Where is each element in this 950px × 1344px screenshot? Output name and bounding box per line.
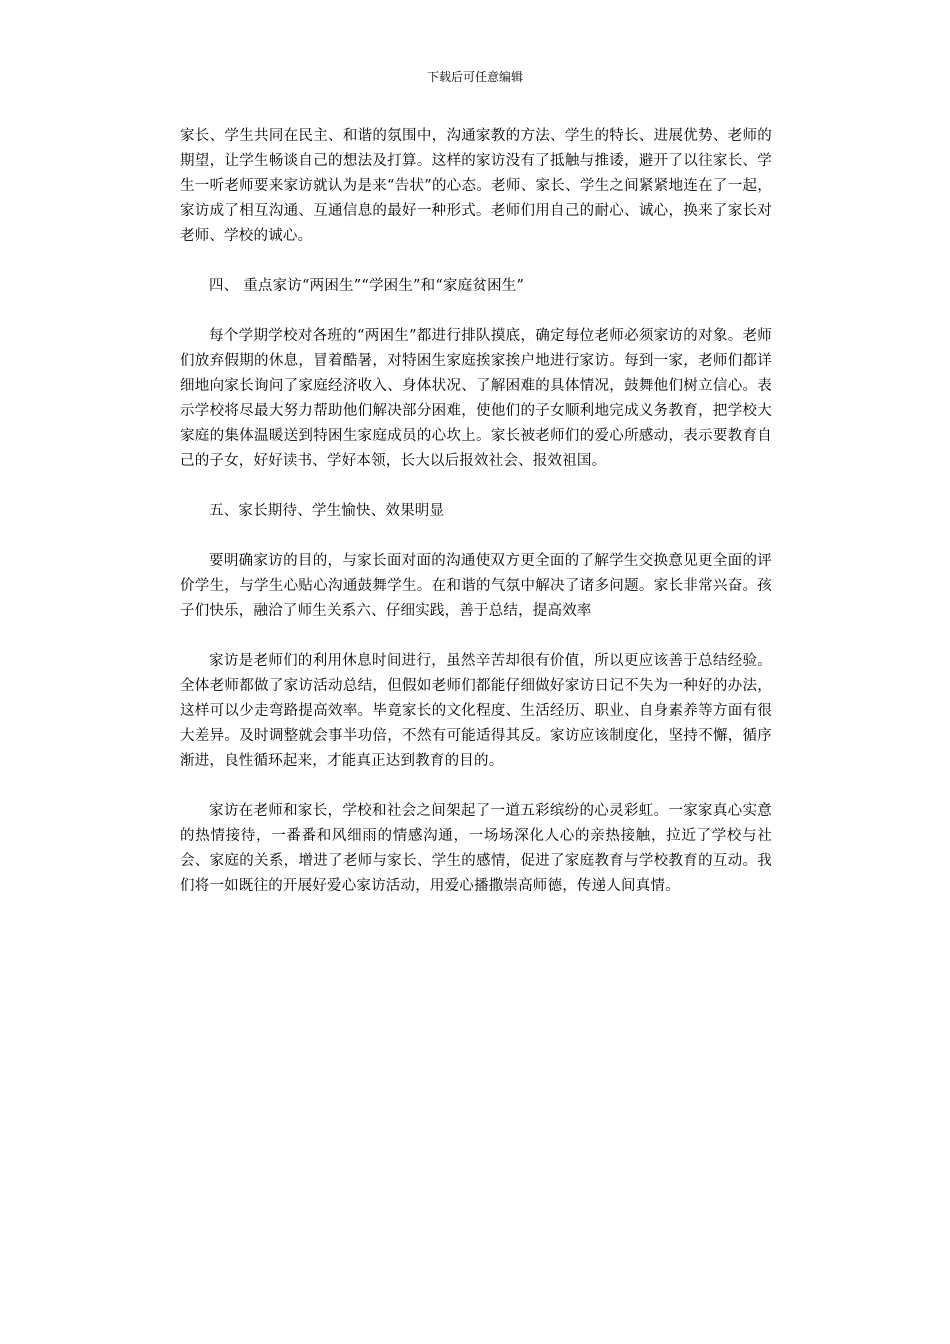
- paragraph-summary: 家访是老师们的利用休息时间进行，虽然辛苦却很有价值，所以更应该善于总结经验。全体老师都做了家访活动总结，但假如老师们都能仔细做好家访日记不失为一种好的办法，这样可以少走弯路提高效率。毕竟家长的文化程度、生活经历、职业、自身素养等方面有很大差异。及时调整就会事半功倍，不然有可能适得其反。家访应该制度化，坚持不懈，循序渐进，良性循环起来，才能真正达到教育的目的。: [180, 653, 772, 769]
- paragraph-continued: 家长、学生共同在民主、和谐的氛围中，沟通家教的方法、学生的特长、进展优势、老师的期望，让学生畅谈自己的想法及打算。这样的家访没有了抵触与推诿，避开了以往家长、学生一听老师要来家访就认为是来“告状”的心态。老师、家长、学生之间紧紧地连在了一起，家访成了相互沟通、互通信息的最好一种形式。老师们用自己的耐心、诚心，换来了家长对老师、学校的诚心。: [180, 128, 772, 244]
- section-heading-five: 五、家长期待、学生愉快、效果明显: [209, 503, 445, 519]
- paragraph-two-difficulty-students: 每个学期学校对各班的“两困生”都进行排队摸底，确定每位老师必须家访的对象。老师们放弃假期的休息，冒着酷暑，对特困生家庭挨家挨户地进行家访。每到一家，老师们都详细地向家长询问了家庭经济收入、身体状况、了解困难的具体情况，鼓舞他们树立信心。表示学校将尽最大努力帮助他们解决部分困难，使他们的子女顺利地完成义务教育，把学校大家庭的集体温暖送到特困生家庭成员的心坎上。家长被老师们的爱心所感动，表示要教育自己的子女，好好读书、学好本领，长大以后报效社会、报效祖国。: [180, 328, 772, 469]
- paragraph-conclusion: 家访在老师和家长，学校和社会之间架起了一道五彩缤纷的心灵彩虹。一家家真心实意的热情接待，一番番和风细雨的情感沟通，一场场深化人心的亲热接触，拉近了学校与社会、家庭的关系，增进了老师与家长、学生的感情，促进了家庭教育与学校教育的互动。我们将一如既往的开展好爱心家访活动，用爱心播撒崇高师德，传递人间真情。: [180, 803, 772, 894]
- page-header: 下载后可任意编辑: [426, 70, 523, 84]
- section-heading-four: 四、 重点家访“两困生”“学困生”和“家庭贫困生”: [209, 278, 525, 294]
- document-body: [180, 124, 772, 924]
- paragraph-purpose: 要明确家访的目的，与家长面对面的沟通使双方更全面的了解学生交换意见更全面的评价学生，与学生心贴心沟通鼓舞学生。在和谐的气氛中解决了诸多问题。家长非常兴奋。孩子们快乐，融洽了师生关系六、仔细实践，善于总结，提高效率: [180, 553, 772, 619]
